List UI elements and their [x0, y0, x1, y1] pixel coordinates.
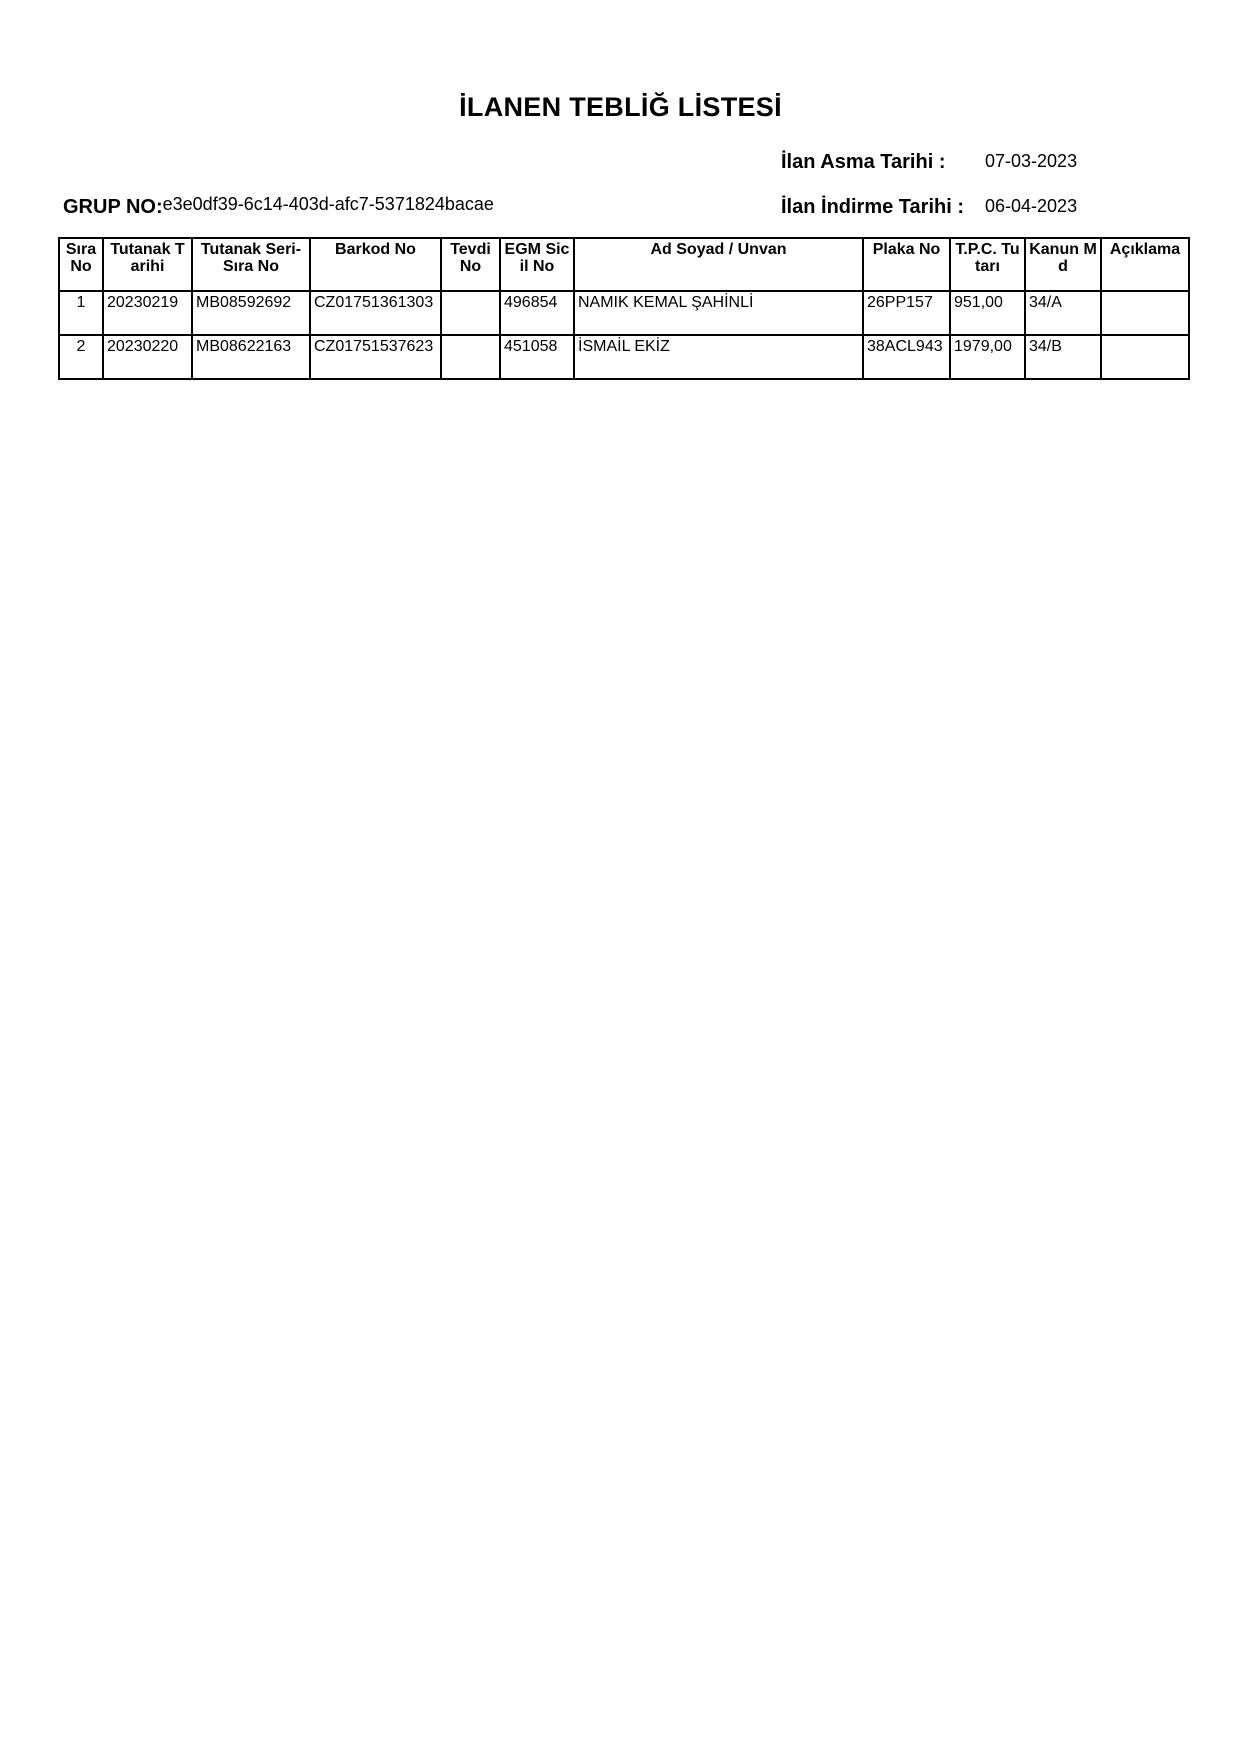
col-header-plaka: Plaka No: [863, 238, 950, 291]
cell-barkod: CZ01751361303: [310, 291, 441, 335]
cell-tutanak-tarihi: 20230219: [103, 291, 192, 335]
cell-tutanak-tarihi: 20230220: [103, 335, 192, 379]
cell-aciklama: [1101, 291, 1189, 335]
page-title: İLANEN TEBLİĞ LİSTESİ: [459, 92, 782, 122]
cell-egm-sicil: 496854: [500, 291, 574, 335]
cell-sira: 2: [59, 335, 103, 379]
cell-tutanak-seri: MB08592692: [192, 291, 310, 335]
ilan-indirme-value: 06-04-2023: [985, 196, 1078, 216]
col-header-tpc-tutari: T.P.C. Tutarı: [950, 238, 1025, 291]
cell-tpc-tutari: 951,00: [950, 291, 1025, 335]
table-header-row: [59, 238, 1189, 291]
col-header-sira: Sıra No: [59, 238, 103, 291]
cell-tutanak-seri: MB08622163: [192, 335, 310, 379]
col-header-tutanak-seri: Tutanak Seri-Sıra No: [192, 238, 310, 291]
cell-tevdi: [441, 335, 500, 379]
col-header-egm-sicil: EGM Sicil No: [500, 238, 574, 291]
col-header-tevdi: Tevdi No: [441, 238, 500, 291]
grup-no-label: GRUP NO:: [63, 196, 163, 218]
grup-no-value: e3e0df39-6c14-403d-afc7-5371824bacae: [162, 194, 494, 214]
cell-aciklama: [1101, 335, 1189, 379]
grup-no: [63, 196, 494, 219]
cell-kanun: 34/A: [1025, 291, 1101, 335]
col-header-aciklama: Açıklama: [1101, 238, 1189, 291]
cell-egm-sicil: 451058: [500, 335, 574, 379]
cell-kanun: 34/B: [1025, 335, 1101, 379]
teblig-table: [58, 237, 1190, 380]
col-header-barkod: Barkod No: [310, 238, 441, 291]
ilan-asma-value: 07-03-2023: [985, 151, 1078, 171]
table-row: [59, 335, 1189, 379]
col-header-ad-soyad: Ad Soyad / Unvan: [574, 238, 863, 291]
cell-ad-soyad: NAMIK KEMAL ŞAHİNLİ: [574, 291, 863, 335]
ilan-indirme-label: İlan İndirme Tarihi :: [781, 196, 964, 218]
cell-barkod: CZ01751537623: [310, 335, 441, 379]
cell-tpc-tutari: 1979,00: [950, 335, 1025, 379]
cell-ad-soyad: İSMAİL EKİZ: [574, 335, 863, 379]
ilan-asma-label: İlan Asma Tarihi :: [781, 151, 946, 173]
col-header-tutanak-tarihi: Tutanak Tarihi: [103, 238, 192, 291]
table-row: [59, 291, 1189, 335]
cell-plaka: 38ACL943: [863, 335, 950, 379]
cell-plaka: 26PP157: [863, 291, 950, 335]
cell-tevdi: [441, 291, 500, 335]
cell-sira: 1: [59, 291, 103, 335]
col-header-kanun: Kanun Md: [1025, 238, 1101, 291]
